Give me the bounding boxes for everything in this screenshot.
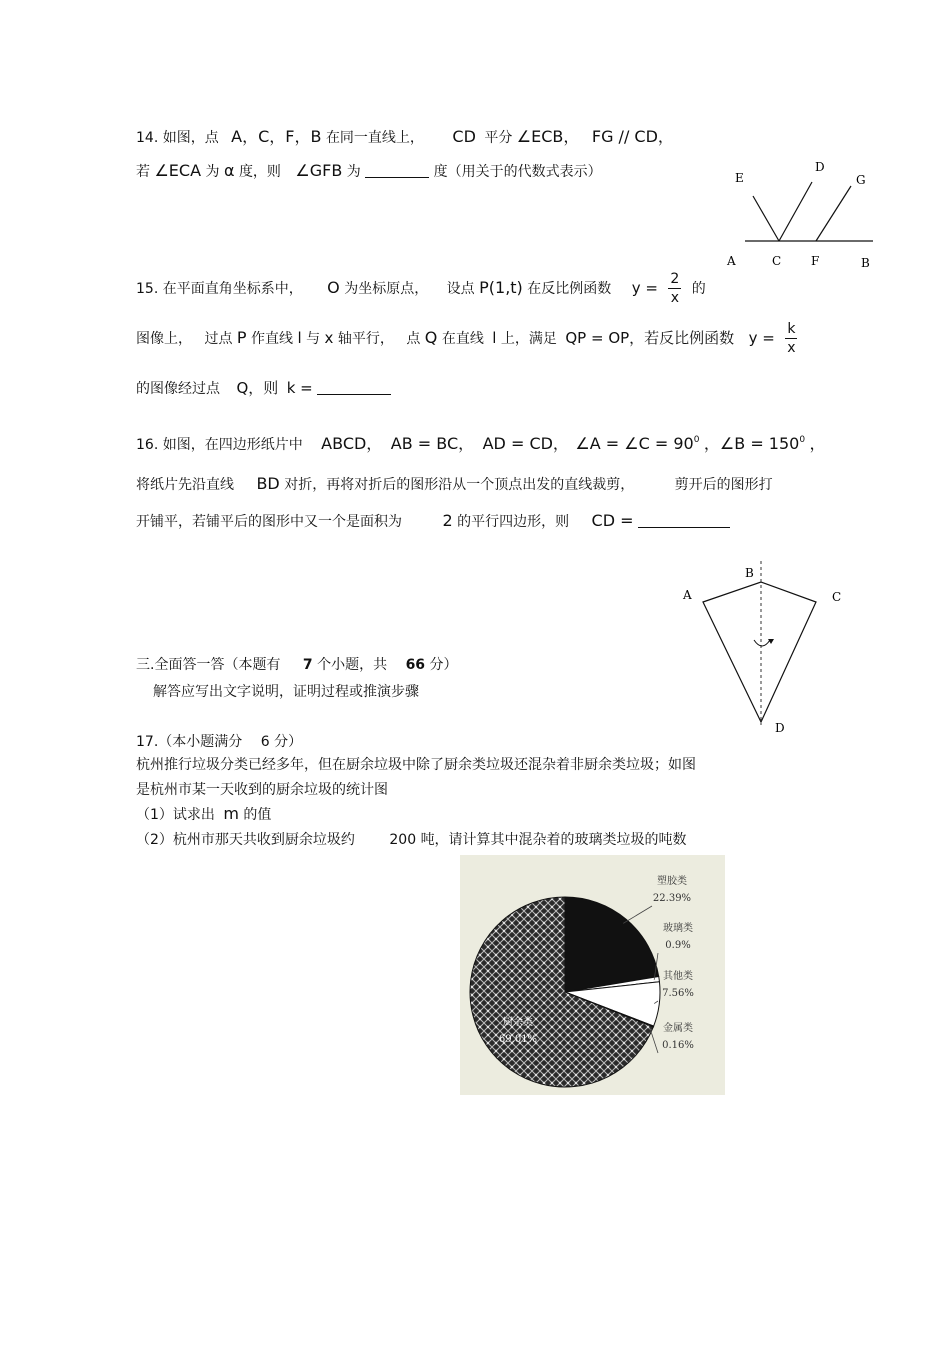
q14-label-d: D bbox=[815, 160, 825, 174]
q15-text: Q，则 bbox=[236, 379, 279, 397]
q15-numerator: k bbox=[787, 321, 796, 337]
q16-cd: CD = bbox=[591, 511, 634, 530]
q14-figure bbox=[715, 150, 895, 280]
q17-line2 bbox=[136, 779, 388, 799]
q14-text: 为 bbox=[205, 164, 220, 180]
q16-text: 对折，再将对折后的图形沿从一个顶点出发的直线裁剪， bbox=[284, 477, 635, 493]
q16-label-b: B bbox=[745, 566, 754, 580]
q15-denominator: x bbox=[787, 340, 796, 356]
q15-line2 bbox=[136, 320, 803, 357]
q14-points: A，C，F，B bbox=[231, 127, 322, 146]
pie-label-name: 厨余类 bbox=[503, 1017, 533, 1028]
q16-angle-ac: ∠A = ∠C = 90 bbox=[575, 434, 694, 453]
q15-q: Q bbox=[424, 327, 438, 347]
q16-text: 的平行四边形，则 bbox=[457, 514, 570, 530]
q16-label-c: C bbox=[832, 590, 842, 604]
section3-text: 分） bbox=[429, 657, 458, 673]
q16-fold-arrow bbox=[754, 640, 770, 646]
q15-text: 图像上， bbox=[136, 330, 192, 347]
q17-line1 bbox=[136, 754, 696, 774]
q16-quadrilateral bbox=[703, 582, 816, 722]
q14-label-c: C bbox=[772, 254, 782, 268]
section3-count: 7 bbox=[302, 657, 313, 673]
q15-denominator: x bbox=[670, 290, 679, 306]
q16-cond: AB = BC， bbox=[390, 434, 475, 453]
q15-condition: QP = OP，若反比例函数 bbox=[565, 328, 735, 347]
q15-p: P bbox=[236, 327, 247, 347]
q14-text: 度，则 bbox=[238, 164, 281, 180]
q17-text: （2）杭州市那天共收到厨余垃圾约 bbox=[136, 832, 355, 848]
pie-label-name: 塑胶类 bbox=[657, 876, 687, 887]
pie-label-name: 玻璃类 bbox=[663, 923, 693, 934]
q15-text: 在反比例函数 bbox=[527, 280, 612, 297]
q15-func-y: y = bbox=[631, 278, 658, 297]
q16-angle-b: ，∠B = 150 bbox=[703, 434, 800, 453]
q14-text: 14. 如图，点 bbox=[136, 130, 219, 146]
q16-line2 bbox=[136, 474, 773, 494]
q14-parallel: FG // CD， bbox=[591, 127, 674, 146]
q14-label-b: B bbox=[861, 256, 870, 270]
q14-alpha: α bbox=[223, 161, 235, 180]
q16-text: 剪开后的图形打 bbox=[674, 477, 773, 493]
section3-instruction bbox=[153, 681, 419, 701]
q17-heading bbox=[136, 731, 302, 751]
q17-text: 17.（本小题满分 bbox=[136, 734, 243, 750]
q14-answer-blank[interactable] bbox=[365, 163, 429, 178]
pie-chart bbox=[460, 855, 725, 1095]
q16-label-a: A bbox=[683, 588, 692, 602]
q17-part2 bbox=[136, 829, 687, 849]
q15-k: k = bbox=[286, 379, 313, 397]
q14-ray-ce bbox=[753, 196, 779, 241]
q15-text: 在直线 bbox=[441, 330, 484, 347]
q16-text: 16. 如图，在四边形纸片中 bbox=[136, 437, 303, 453]
q15-text: 的 bbox=[691, 280, 706, 297]
q14-text: 为 bbox=[346, 164, 361, 180]
q14-label-g: G bbox=[856, 173, 866, 187]
q14-cd: CD bbox=[452, 127, 476, 146]
q14-ray-fg bbox=[816, 186, 851, 241]
q16-quad: ABCD， bbox=[321, 434, 383, 453]
q14-text: 度（用关于的代数式表示） bbox=[433, 164, 602, 180]
pie-label-value: 7.56% bbox=[662, 988, 694, 999]
q14-ray-cd bbox=[779, 182, 812, 241]
q17-score: 6 bbox=[260, 734, 270, 750]
q16-degree: 0 bbox=[693, 435, 700, 445]
q17-text: 的值 bbox=[243, 807, 272, 823]
q16-text: 将纸片先沿直线 bbox=[136, 477, 234, 493]
q17-text: （1）试求出 bbox=[136, 807, 215, 823]
q15-answer-blank[interactable] bbox=[317, 380, 391, 395]
q15-fraction-k-over-x bbox=[785, 320, 797, 357]
q16-line1 bbox=[136, 431, 826, 454]
q17-text: 分） bbox=[274, 734, 303, 750]
q17-text: 是杭州市某一天收到的厨余垃圾的统计图 bbox=[136, 782, 388, 798]
q14-line1 bbox=[136, 124, 674, 147]
q15-line-l: l bbox=[492, 328, 497, 347]
pie-label-name: 其他类 bbox=[663, 971, 693, 982]
q17-text: 吨，请计算其中混杂着的玻璃类垃圾的吨数 bbox=[420, 832, 687, 848]
q16-bd: BD bbox=[256, 474, 280, 493]
q15-x: x bbox=[324, 328, 334, 347]
q17-part1 bbox=[136, 804, 271, 824]
q16-label-d: D bbox=[775, 721, 785, 735]
q15-line3 bbox=[136, 377, 391, 398]
section3-text: 三.全面答一答（本题有 bbox=[136, 657, 281, 673]
q15-text: 15. 在平面直角坐标系中， bbox=[136, 280, 303, 297]
section3-score: 66 bbox=[405, 657, 426, 673]
q16-figure bbox=[670, 555, 860, 740]
q14-text: 在同一直线上， bbox=[325, 130, 424, 146]
q16-text: ， bbox=[809, 434, 826, 453]
q15-text: 与 bbox=[306, 330, 321, 347]
q15-line1 bbox=[136, 270, 706, 307]
pie-label-value: 69.01% bbox=[498, 1034, 538, 1045]
q15-text: 的图像经过点 bbox=[136, 381, 220, 397]
q16-degree: 0 bbox=[799, 435, 806, 445]
q15-numerator: 2 bbox=[670, 271, 680, 287]
pie-label-value: 22.39% bbox=[652, 893, 692, 904]
q14-angle: ∠ECA bbox=[154, 161, 202, 180]
q16-text: 开铺平，若铺平后的图形中又一个是面积为 bbox=[136, 514, 402, 530]
q17-m: m bbox=[223, 804, 239, 823]
q14-label-e: E bbox=[735, 171, 744, 185]
q16-line3 bbox=[136, 511, 730, 531]
section3-title bbox=[136, 654, 458, 674]
q14-angle: ∠ECB， bbox=[516, 127, 580, 146]
q14-text: 若 bbox=[136, 164, 150, 180]
pie-label-value: 0.9% bbox=[665, 940, 691, 951]
q15-origin: O bbox=[327, 277, 340, 297]
q15-text: 作直线 bbox=[251, 330, 294, 347]
q17-tons: 200 bbox=[389, 832, 417, 848]
q16-area: 2 bbox=[442, 511, 453, 530]
q14-label-f: F bbox=[811, 254, 820, 268]
pie-slices bbox=[470, 897, 660, 1087]
q15-fraction-2-over-x bbox=[668, 270, 681, 307]
q15-func-y: y = bbox=[748, 328, 775, 347]
section3-text: 个小题，共 bbox=[317, 657, 388, 673]
q14-line2 bbox=[136, 161, 602, 181]
q15-text: 过点 bbox=[204, 330, 233, 347]
q16-cond: AD = CD， bbox=[482, 434, 569, 453]
q14-label-a: A bbox=[727, 254, 736, 268]
q15-line-l: l bbox=[297, 328, 302, 347]
q16-answer-blank[interactable] bbox=[638, 513, 730, 528]
q14-angle: ∠GFB bbox=[295, 161, 343, 180]
q15-text: 点 bbox=[406, 330, 421, 347]
q17-text: 杭州推行垃圾分类已经多年，但在厨余垃圾中除了厨余类垃圾还混杂着非厨余类垃圾；如图 bbox=[136, 757, 696, 773]
section3-sub: 解答应写出文字说明，证明过程或推演步骤 bbox=[153, 684, 419, 700]
q15-text: 轴平行， bbox=[337, 330, 394, 347]
q14-text: 平分 bbox=[484, 130, 513, 146]
q15-text: 上，满足 bbox=[500, 330, 557, 347]
q15-text: 为坐标原点， bbox=[344, 280, 429, 297]
q15-point-p: P(1,t) bbox=[479, 277, 523, 297]
q15-text: 设点 bbox=[446, 280, 475, 297]
pie-label-value: 0.16% bbox=[662, 1040, 694, 1051]
pie-label-name: 金属类 bbox=[663, 1023, 693, 1034]
